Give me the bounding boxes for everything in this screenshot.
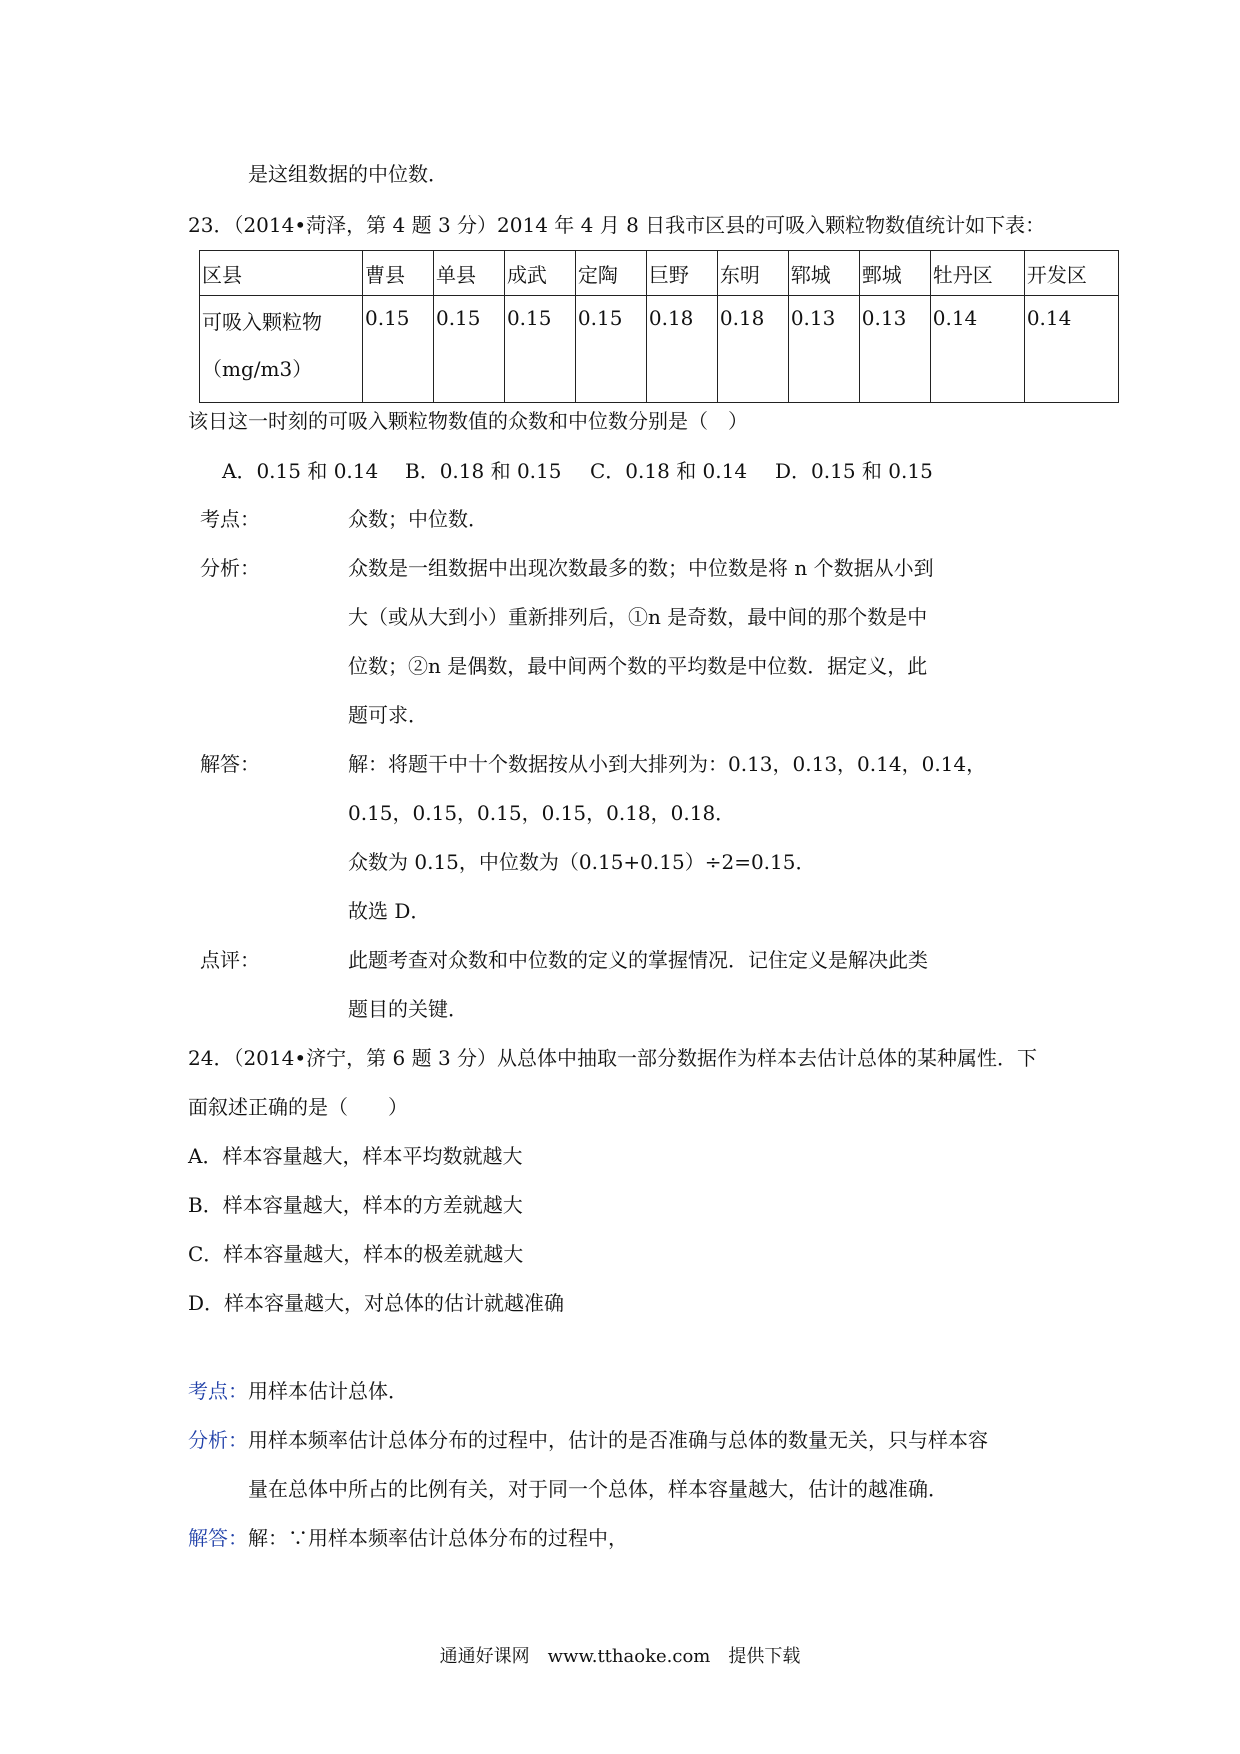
q23-option-d: D．0.15 和 0.15 [775,459,933,483]
q23-jieda-line: 解：将题干中十个数据按从小到大排列为：0.13，0.13，0.14，0.14， [348,752,987,776]
table-cell-district: 曹县 [363,251,434,296]
q24-option-d: D．样本容量越大，对总体的估计就越准确 [188,1291,565,1315]
table-cell-district: 开发区 [1024,251,1118,296]
table-cell-value: 0.14 [1024,296,1118,403]
q23-fenxi-label: 分析： [200,556,260,580]
q23-dianping-line: 此题考查对众数和中位数的定义的掌握情况．记住定义是解决此类 [348,948,928,972]
q24-fenxi-line: 量在总体中所占的比例有关，对于同一个总体，样本容量越大，估计的越准确． [248,1477,948,1501]
table-row [200,296,1119,403]
q24-option-c: C．样本容量越大，样本的极差就越大 [188,1242,524,1266]
table-cell-value: 0.15 [433,296,504,403]
table-cell-district: 鄄城 [859,251,930,296]
q24-jieda-text: 解：∵用样本频率估计总体分布的过程中， [248,1526,628,1550]
q23-option-c: C．0.18 和 0.14 [590,459,748,483]
q24-kaodian-label: 考点： [188,1379,248,1403]
q23-fenxi-line: 位数；②n 是偶数，最中间两个数的平均数是中位数．据定义，此 [348,654,928,678]
table-cell-value: 0.15 [575,296,646,403]
table-row [200,251,1119,296]
q23-dianping-line: 题目的关键． [348,997,468,1021]
page-footer: 通通好课网 www.tthaoke.com 提供下载 [439,1646,801,1667]
table-cell-district: 巨野 [646,251,717,296]
q24-fenxi-line: 用样本频率估计总体分布的过程中，估计的是否准确与总体的数量无关，只与样本容 [248,1428,988,1452]
q23-stem: 23．（2014•菏泽，第 4 题 3 分）2014 年 4 月 8 日我市区县的可吸入颗粒物数值统计如下表： [188,213,1046,237]
q23-kaodian-label: 考点： [200,507,260,531]
q23-kaodian-text: 众数；中位数． [348,507,488,531]
q24-stem-line: 面叙述正确的是（ ） [188,1095,408,1119]
q23-jieda-line: 众数为 0.15，中位数为（0.15+0.15）÷2=0.15． [348,850,816,874]
table-cell-district: 牡丹区 [930,251,1024,296]
q24-stem-line: 24．（2014•济宁，第 6 题 3 分）从总体中抽取一部分数据作为样本去估计总体的某种属性．下 [188,1046,1038,1070]
table-cell-district: 东明 [717,251,788,296]
table-value-label [200,296,363,403]
continuation-text: 是这组数据的中位数． [248,162,448,186]
q24-jieda-label: 解答： [188,1526,248,1550]
q24-fenxi-row [188,1427,988,1453]
q23-option-b: B．0.18 和 0.15 [405,459,562,483]
q23-dianping-label: 点评： [200,948,260,972]
q23-fenxi-line: 大（或从大到小）重新排列后，①n 是奇数，最中间的那个数是中 [348,605,928,629]
pm-table [199,250,1119,403]
q23-jieda-line: 0.15，0.15，0.15，0.15，0.18，0.18． [348,801,736,825]
table-cell-district: 郓城 [788,251,859,296]
q24-fenxi-label: 分析： [188,1428,248,1452]
q24-option-b: B．样本容量越大，样本的方差就越大 [188,1193,523,1217]
q23-jieda-line: 故选 D． [348,899,431,923]
table-cell-value: 0.15 [363,296,434,403]
table-cell-district: 成武 [504,251,575,296]
table-cell-value: 0.15 [504,296,575,403]
table-cell-value: 0.18 [646,296,717,403]
q23-fenxi-line: 题可求． [348,703,428,727]
table-cell-value: 0.13 [859,296,930,403]
value-label-text: 可吸入颗粒物 [202,310,322,334]
q23-question: 该日这一时刻的可吸入颗粒物数值的众数和中位数分别是（ ） [188,409,748,433]
q24-kaodian-text: 用样本估计总体． [248,1379,408,1403]
q23-fenxi-line: 众数是一组数据中出现次数最多的数；中位数是将 n 个数据从小到 [348,556,934,580]
q23-option-a: A．0.15 和 0.14 [222,459,379,483]
unit-text: （mg/m3） [202,357,313,381]
table-cell-district: 定陶 [575,251,646,296]
q24-option-a: A．样本容量越大，样本平均数就越大 [188,1144,523,1168]
table-cell-district: 单县 [433,251,504,296]
table-cell-value: 0.18 [717,296,788,403]
q23-jieda-label: 解答： [200,752,260,776]
table-cell-value: 0.13 [788,296,859,403]
q24-jieda-row [188,1525,628,1551]
table-cell-value: 0.14 [930,296,1024,403]
q24-kaodian-row [188,1378,408,1404]
table-row-label: 区县 [200,251,363,296]
